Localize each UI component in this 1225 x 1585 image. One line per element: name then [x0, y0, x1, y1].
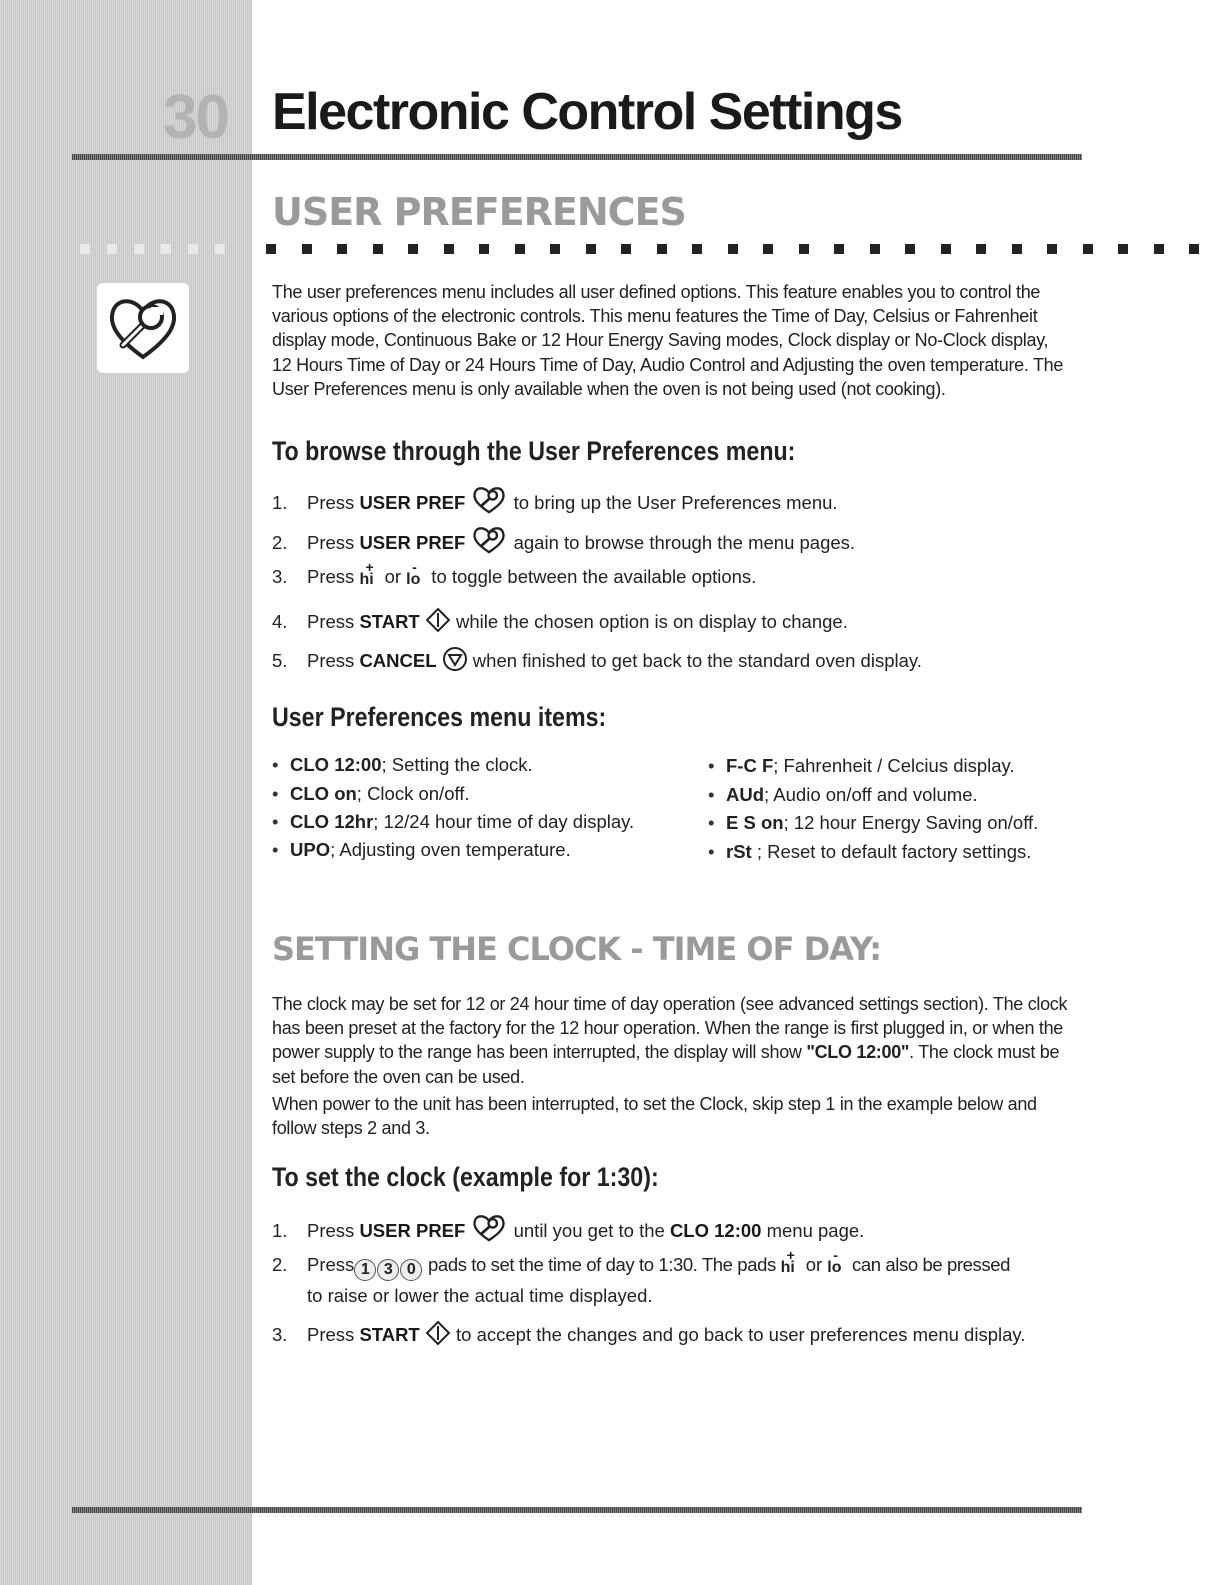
clock-note: When power to the unit has been interrupted, to set the Clock, skip step 1 in the example below and follow steps 2 and 3. — [272, 1094, 1037, 1139]
list-item: 2. Press 1 3 0 pads to set the time of day to 1:30. The pads + hi or - lo can also be pressed — [272, 1254, 1010, 1281]
list-item: 1. Press USER PREF until you get to the CLO 12:00 menu page. — [272, 1214, 864, 1242]
user-pref-icon — [470, 486, 508, 514]
start-icon — [425, 607, 451, 633]
divider-dots — [266, 244, 1225, 254]
list-item: • UPO; Adjusting oven temperature. — [272, 839, 571, 861]
user-pref-icon — [97, 283, 189, 373]
hi-icon: + hi — [359, 559, 374, 588]
user-pref-icon — [470, 1214, 508, 1242]
section-title-user-preferences: USER PREFERENCES — [272, 190, 686, 234]
cancel-icon — [442, 646, 468, 672]
list-item: • CLO on; Clock on/off. — [272, 783, 470, 805]
list-item: • E S on; 12 hour Energy Saving on/off. — [708, 812, 1038, 834]
list-item: • CLO 12:00; Setting the clock. — [272, 754, 533, 776]
set-clock-heading: To set the clock (example for 1:30): — [272, 1162, 659, 1192]
list-item: • CLO 12hr; 12/24 hour time of day display. — [272, 811, 634, 833]
page-title: Electronic Control Settings — [272, 83, 902, 141]
list-item: • F-C F; Fahrenheit / Celcius display. — [708, 755, 1015, 777]
list-item: 5. Press CANCEL when finished to get back to the standard oven display. — [272, 646, 922, 672]
list-item: 2. Press USER PREF again to browse through the menu pages. — [272, 526, 855, 554]
list-item: 3. Press + hi or - lo to toggle between the available options. — [272, 559, 757, 588]
header-rule — [72, 154, 1082, 160]
user-pref-icon — [470, 526, 508, 554]
list-item: 1. Press USER PREF to bring up the User Preferences menu. — [272, 486, 838, 514]
lo-icon: - lo — [406, 559, 421, 588]
page-number: 30 — [163, 83, 228, 152]
pad-3-icon: 3 — [377, 1259, 399, 1281]
browse-heading: To browse through the User Preferences menu: — [272, 436, 796, 466]
list-item: 4. Press START while the chosen option is on display to change. — [272, 607, 848, 633]
user-prefs-intro: The user preferences menu includes all user defined options. This feature enables you to control the various options of the electronic controls. This menu features the Time of Day, Celsius or Fahrenheit display mode, Continuous Bake or 12 Hour Energy Saving modes, Clock display or No-Clock display, 12 Hours Time of Day or 24 Hours Time of Day, Audio Control and Adjusting the oven temperature. The User Preferences menu is only available when the oven is not being used (not cooking). — [272, 282, 1064, 399]
list-item: • rSt ; Reset to default factory settings. — [708, 841, 1031, 863]
list-item: 3. Press START to accept the changes and go back to user preferences menu display. — [272, 1320, 1025, 1346]
footer-rule — [72, 1507, 1082, 1513]
section-title-clock: SETTING THE CLOCK - TIME OF DAY: — [272, 930, 882, 968]
menu-items-heading: User Preferences menu items: — [272, 702, 607, 732]
lo-icon: - lo — [827, 1247, 842, 1276]
list-item-continuation: to raise or lower the actual time displayed. — [307, 1285, 653, 1306]
sidebar-shading — [0, 0, 252, 1585]
start-icon — [425, 1320, 451, 1346]
clock-paragraph: The clock may be set for 12 or 24 hour time of day operation (see advanced settings section). The clock has been preset at the factory for the 12 hour operation. When the range is first plugged in, or when the power supply to the range has been interrupted, the display will show "CLO 12:00". The clock must be set before the oven can be used. — [272, 994, 1068, 1087]
hi-icon: + hi — [780, 1247, 795, 1276]
pad-0-icon: 0 — [400, 1259, 422, 1281]
list-item: • AUd; Audio on/off and volume. — [708, 784, 978, 806]
divider-dots-left — [80, 244, 225, 254]
pad-1-icon: 1 — [354, 1259, 376, 1281]
